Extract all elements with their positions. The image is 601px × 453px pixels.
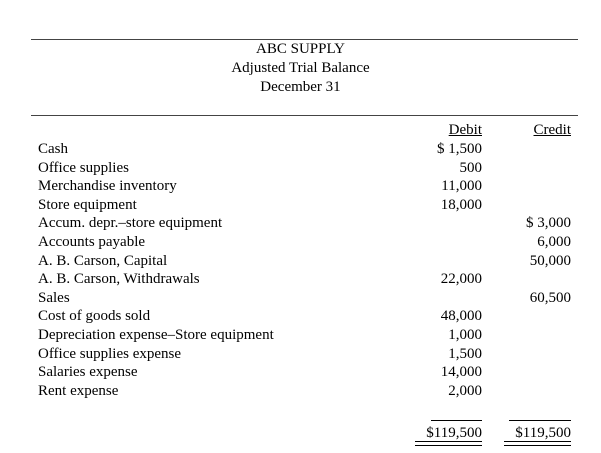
table-row <box>0 252 601 271</box>
table-row <box>0 363 601 382</box>
debit-amount: 2,000 <box>448 382 482 399</box>
account-name: Merchandise inventory <box>38 178 177 195</box>
credit-amount: 60,500 <box>529 289 571 306</box>
account-name: Salaries expense <box>38 364 138 381</box>
debit-subtotal-rule <box>431 420 482 421</box>
report-header <box>0 40 601 97</box>
debit-amount: 1,000 <box>448 326 482 343</box>
account-cell <box>38 363 397 382</box>
report-title: Adjusted Trial Balance <box>231 60 370 76</box>
debit-total: $119,500 <box>426 425 482 441</box>
table-row <box>0 345 601 364</box>
table-row <box>0 270 601 289</box>
account-cell <box>38 252 397 271</box>
account-cell <box>38 177 397 196</box>
account-name: Office supplies expense <box>38 345 182 362</box>
table-row <box>0 196 601 215</box>
account-name: A. B. Carson, Capital <box>38 252 168 269</box>
table-row <box>0 233 601 252</box>
account-cell <box>38 140 397 159</box>
debit-amount: $ 1,500 <box>437 141 482 157</box>
table-row <box>0 382 601 401</box>
account-cell <box>38 307 397 326</box>
table-row <box>0 140 601 159</box>
report-date: December 31 <box>260 79 341 95</box>
account-cell <box>38 270 397 289</box>
table-row <box>0 289 601 308</box>
table-row <box>0 307 601 326</box>
credit-subtotal-rule <box>509 420 571 421</box>
account-name: Depreciation expense–Store equipment <box>38 326 274 343</box>
credit-amount: 50,000 <box>529 252 571 269</box>
account-name: Cost of goods sold <box>38 308 151 325</box>
account-cell <box>38 214 397 233</box>
debit-amount: 18,000 <box>440 196 482 213</box>
credit-amount: $ 3,000 <box>526 215 571 232</box>
account-cell <box>38 233 397 252</box>
credit-total: $119,500 <box>515 425 571 441</box>
debit-amount: 22,000 <box>440 271 482 288</box>
debit-amount: 1,500 <box>448 345 482 362</box>
account-name: Cash <box>38 141 68 157</box>
account-name: Accum. depr.–store equipment <box>38 215 223 232</box>
account-cell <box>38 159 397 178</box>
credit-column-header: Credit <box>533 122 571 138</box>
account-cell <box>38 289 397 308</box>
table-row <box>0 159 601 178</box>
table-row <box>0 177 601 196</box>
debit-total-double-rule <box>415 441 482 446</box>
account-name: Rent expense <box>38 382 119 399</box>
account-name: Office supplies <box>38 159 129 176</box>
account-cell <box>38 196 397 215</box>
credit-amount: 6,000 <box>537 233 571 250</box>
debit-amount: 500 <box>459 159 482 176</box>
credit-total-double-rule <box>504 441 571 446</box>
company-name: ABC SUPPLY <box>256 41 345 57</box>
account-cell <box>38 382 397 401</box>
table-row <box>0 214 601 233</box>
account-name: Store equipment <box>38 196 137 213</box>
trial-balance-table <box>0 140 601 400</box>
account-name: A. B. Carson, Withdrawals <box>38 271 200 288</box>
debit-column-header: Debit <box>448 122 482 138</box>
account-name: Sales <box>38 289 70 306</box>
account-name: Accounts payable <box>38 233 146 250</box>
table-row <box>0 326 601 345</box>
account-cell <box>38 326 397 345</box>
account-cell <box>38 345 397 364</box>
header-rule <box>31 115 578 116</box>
debit-amount: 11,000 <box>441 178 482 195</box>
debit-amount: 48,000 <box>440 308 482 325</box>
debit-amount: 14,000 <box>440 364 482 381</box>
